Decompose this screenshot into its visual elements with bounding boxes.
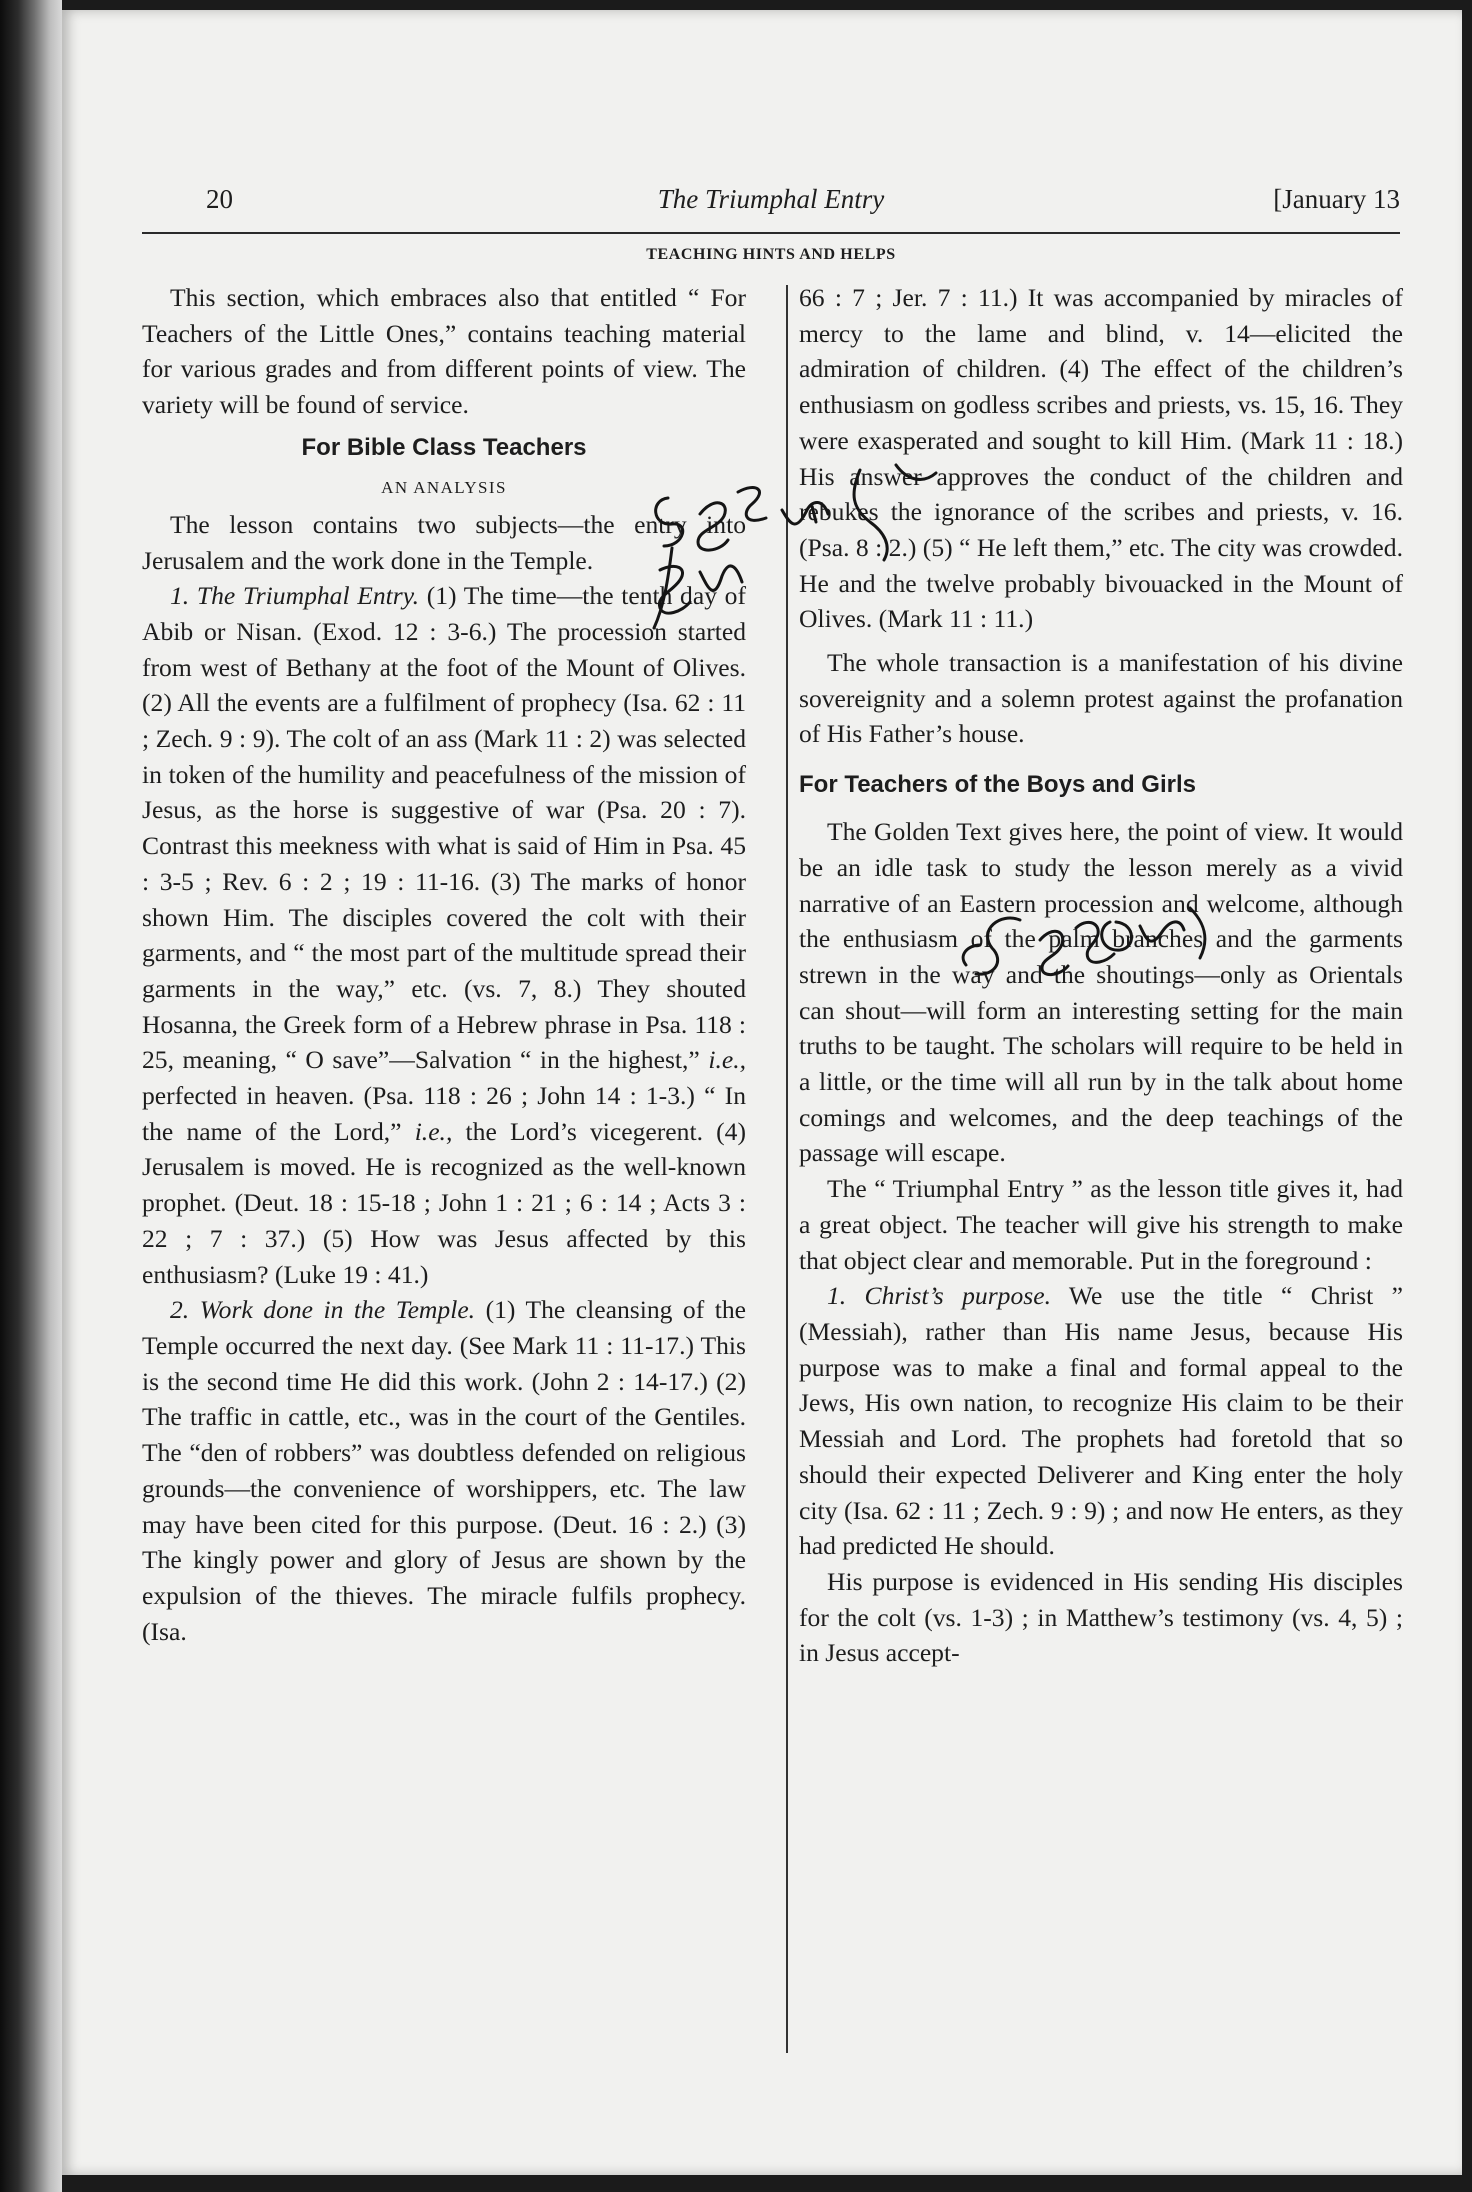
page-number: 20 <box>206 184 233 214</box>
header-rule <box>142 232 1400 234</box>
running-date: [January 13 <box>1273 184 1400 214</box>
summary-paragraph: The whole transaction is a manifestation of his divine sovereignity and a solemn protest against the profanation of His Father’s house. <box>799 648 1403 749</box>
point-label: 1. Christ’s purpose. <box>827 1281 1051 1311</box>
triumphal-entry-paragraph: The “ Triumphal Entry ” as the lesson title gives it, had a great object. The teacher will give his strength to make that object clear and memorable. Put in the foreground : <box>799 1174 1403 1275</box>
point-text: (1) The cleansing of the Temple occurred the next day. (See Mark 11 : 11-17.) This is the second time He did this work. (John 2 : 14-17.) (2) The traffic in cattle, etc., was in the court of the Gentiles. The “den of robbers” was doubtless defended on religious grounds—the convenience of worshippers, etc. The law may have been cited for this purpose. (Deut. 16 : 2.) (3) The kingly power and glory of Jesus are shown by the expulsion of the thieves. The miracle fulfils prophecy. (Isa. <box>142 1295 746 1646</box>
left-column <box>142 280 746 1649</box>
running-head <box>142 178 1400 228</box>
point-label: 1. The Triumphal Entry. <box>170 581 420 611</box>
golden-text-paragraph: The Golden Text gives here, the point of view. It would be an idle task to study the lesson merely as a vivid narrative of an Eastern procession and welcome, although the enthusiasm of the palm branches and the garments strewn in the way and the shoutings—only as Orientals can shout—will form an interesting setting for the main truths to be taught. The scholars will require to be held in a little, or the time will all run by in the talk about home comings and welcomes, and the deep teachings of the passage will escape. <box>799 817 1403 1168</box>
point-triumphal-entry <box>142 578 746 1292</box>
intro-paragraph: This section, which embraces also that entitled “ For Teachers of the Little Ones,” contains teaching material for various grades and from different points of view. The variety will be found of service. <box>142 283 746 420</box>
point-text: perfected in heaven. (Psa. 118 : 26 ; John 14 : 1-3.) “ In the name of the Lord,” <box>142 1081 746 1146</box>
point-work-in-temple <box>142 1292 746 1649</box>
point-text: We use the title “ Christ ” (Messiah), rather than His name Jesus, because His purpose was to make a final and formal appeal to the Jews, His own nation, to recognize His claim to be their Messiah and Lord. The prophets had foretold that so should their expected Deliverer and King enter the holy city (Isa. 62 : 11 ; Zech. 9 : 9) ; and now He enters, as they had predicted He should. <box>799 1281 1403 1561</box>
point-text: the Lord’s vicegerent. (4) Jerusalem is moved. He is recognized as the well-known prophet. (Deut. 18 : 15-18 ; John 1 : 21 ; 6 : 14 ; Acts 3 : 22 ; 7 : 37.) (5) How was Jesus affected by this enthusiasm? (Luke 19 : 41.) <box>142 1116 746 1289</box>
book-gutter <box>0 0 62 2192</box>
lesson-summary: The lesson contains two subjects—the entry into Jerusalem and the work done in the Temple. <box>142 509 746 575</box>
section-heading: TEACHING HINTS AND HELPS <box>646 246 896 263</box>
ie-abbrev: i.e., <box>708 1045 746 1075</box>
ie-abbrev: i.e., <box>414 1116 453 1146</box>
running-title: The Triumphal Entry <box>657 184 885 214</box>
point-text: (1) The time—the tenth day of Abib or Nisan. (Exod. 12 : 3-6.) The procession started from west of Bethany at the foot of the Mount of Olives. (2) All the events are a fulfilment of prophecy (Isa. 62 : 11 ; Zech. 9 : 9). The colt of an ass (Mark 11 : 2) was selected in token of the humility and peacefulness of the mission of Jesus, as the horse is suggestive of war (Psa. 20 : 7). Contrast this meekness with what is said of Him in Psa. 45 : 3-5 ; Rev. 6 : 2 ; 19 : 11-16. (3) The marks of honor shown Him. The disciples covered the colt with their garments, and “ the most part of the multitude spread their garments in the way,” etc. (vs. 7, 8.) They shouted Hosanna, the Greek form of a Hebrew phrase in Psa. 118 : 25, meaning, “ O save”—Salvation “ in the highest,” <box>142 581 746 1075</box>
continuation-paragraph: 66 : 7 ; Jer. 7 : 11.) It was accompanied by miracles of mercy to the lame and blind, v. 14—elicited the admiration of children. (4) The effect of the children’s enthusiasm on godless scribes and priests, vs. 15, 16. They were exasperated and sought to kill Him. (Mark 11 : 18.) His answer approves the conduct of the children and rebukes the ignorance of the scribes and priests, v. 16. (Psa. 8 : 2.) (5) “ He left them,” etc. The city was crowded. He and the twelve probably bivouacked in the Mount of Olives. (Mark 11 : 11.) <box>799 283 1403 634</box>
right-column <box>799 280 1403 1671</box>
subheading-boys-girls: For Teachers of the Boys and Girls <box>799 771 1196 799</box>
subheading-bible-class: For Bible Class Teachers <box>301 433 587 461</box>
column-divider <box>786 285 788 2053</box>
point-label: 2. Work done in the Temple. <box>170 1295 476 1325</box>
purpose-evidence-paragraph: His purpose is evidenced in His sending His disciples for the colt (vs. 1-3) ; in Matthew’s testimony (vs. 4, 5) ; in Jesus accept- <box>799 1566 1403 1668</box>
analysis-heading: AN ANALYSIS <box>381 477 507 497</box>
point-christs-purpose <box>799 1278 1403 1564</box>
